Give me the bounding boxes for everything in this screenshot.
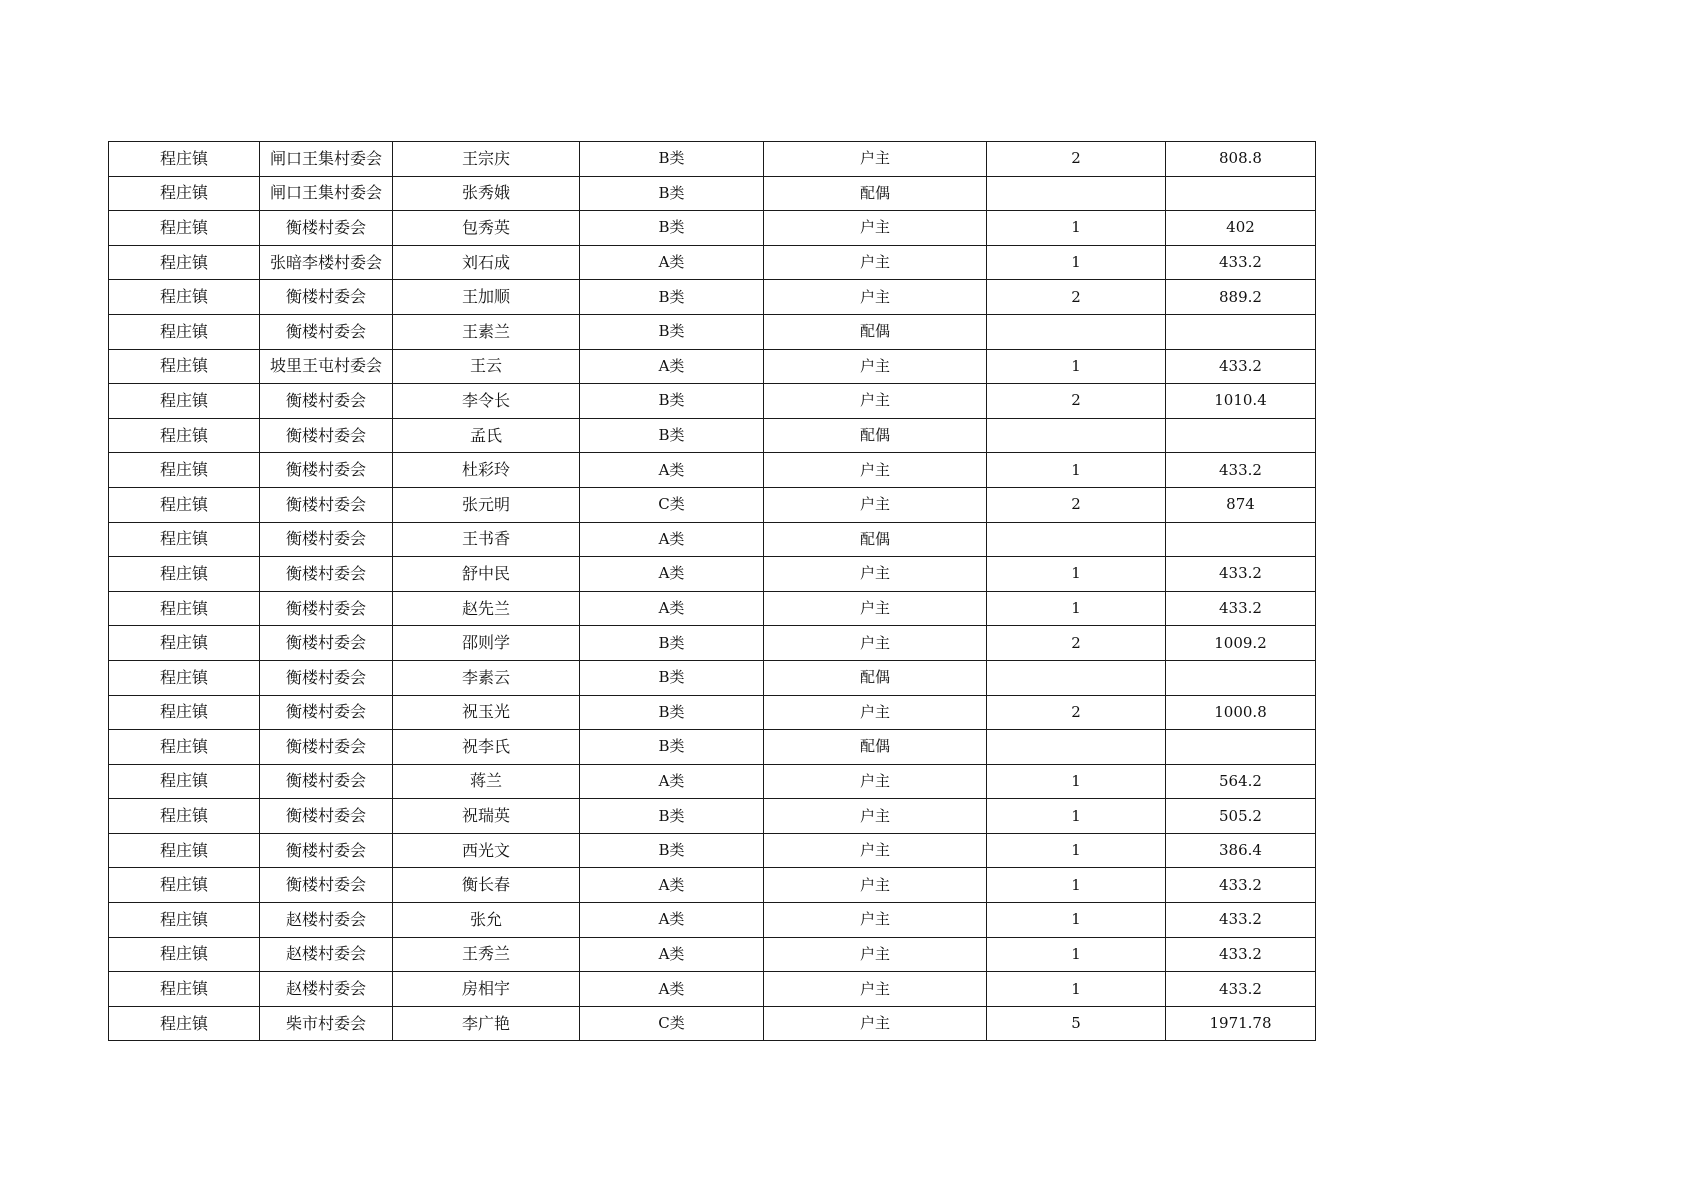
household-count-cell: 2: [987, 384, 1166, 419]
name-cell: 张元明: [393, 487, 580, 522]
name-cell: 张秀娥: [393, 176, 580, 211]
table-row: [109, 280, 1316, 315]
amount-cell: 808.8: [1166, 142, 1316, 177]
name-cell: 孟氏: [393, 418, 580, 453]
category-cell: C类: [580, 487, 764, 522]
village-committee-cell: 衡楼村委会: [260, 487, 393, 522]
town-cell: 程庄镇: [109, 799, 260, 834]
village-committee-cell: 衡楼村委会: [260, 730, 393, 765]
town-cell: 程庄镇: [109, 868, 260, 903]
household-count-cell: [987, 730, 1166, 765]
table-row: [109, 833, 1316, 868]
name-cell: 祝瑞英: [393, 799, 580, 834]
category-cell: A类: [580, 245, 764, 280]
town-cell: 程庄镇: [109, 764, 260, 799]
town-cell: 程庄镇: [109, 660, 260, 695]
village-committee-cell: 赵楼村委会: [260, 903, 393, 938]
relation-cell: 户主: [764, 833, 987, 868]
household-count-cell: 1: [987, 833, 1166, 868]
name-cell: 王云: [393, 349, 580, 384]
village-committee-cell: 衡楼村委会: [260, 695, 393, 730]
amount-cell: 1009.2: [1166, 626, 1316, 661]
household-count-cell: [987, 660, 1166, 695]
amount-cell: 889.2: [1166, 280, 1316, 315]
village-committee-cell: 衡楼村委会: [260, 384, 393, 419]
amount-cell: 402: [1166, 211, 1316, 246]
table-row: [109, 695, 1316, 730]
household-count-cell: 1: [987, 903, 1166, 938]
category-cell: B类: [580, 176, 764, 211]
village-committee-cell: 衡楼村委会: [260, 557, 393, 592]
amount-cell: 433.2: [1166, 245, 1316, 280]
name-cell: 王宗庆: [393, 142, 580, 177]
category-cell: B类: [580, 314, 764, 349]
category-cell: B类: [580, 695, 764, 730]
table-row: [109, 903, 1316, 938]
relation-cell: 户主: [764, 626, 987, 661]
category-cell: B类: [580, 384, 764, 419]
village-committee-cell: 赵楼村委会: [260, 937, 393, 972]
town-cell: 程庄镇: [109, 522, 260, 557]
category-cell: A类: [580, 591, 764, 626]
town-cell: 程庄镇: [109, 591, 260, 626]
name-cell: 李素云: [393, 660, 580, 695]
table-row: [109, 764, 1316, 799]
category-cell: A类: [580, 453, 764, 488]
name-cell: 祝玉光: [393, 695, 580, 730]
village-committee-cell: 衡楼村委会: [260, 453, 393, 488]
table-row: [109, 591, 1316, 626]
relation-cell: 户主: [764, 972, 987, 1007]
table-row: [109, 660, 1316, 695]
town-cell: 程庄镇: [109, 245, 260, 280]
table-row: [109, 211, 1316, 246]
name-cell: 王加顺: [393, 280, 580, 315]
relation-cell: 配偶: [764, 176, 987, 211]
relation-cell: 配偶: [764, 418, 987, 453]
name-cell: 王书香: [393, 522, 580, 557]
table-row: [109, 626, 1316, 661]
household-count-cell: 1: [987, 453, 1166, 488]
village-committee-cell: 闸口王集村委会: [260, 142, 393, 177]
relation-cell: 户主: [764, 280, 987, 315]
household-count-cell: [987, 418, 1166, 453]
category-cell: A类: [580, 937, 764, 972]
name-cell: 赵先兰: [393, 591, 580, 626]
amount-cell: 433.2: [1166, 349, 1316, 384]
table-row: [109, 418, 1316, 453]
name-cell: 王秀兰: [393, 937, 580, 972]
category-cell: B类: [580, 211, 764, 246]
name-cell: 舒中民: [393, 557, 580, 592]
amount-cell: 1010.4: [1166, 384, 1316, 419]
household-count-cell: 1: [987, 972, 1166, 1007]
household-count-cell: 2: [987, 626, 1166, 661]
category-cell: A类: [580, 522, 764, 557]
town-cell: 程庄镇: [109, 142, 260, 177]
name-cell: 王素兰: [393, 314, 580, 349]
household-count-cell: 1: [987, 211, 1166, 246]
town-cell: 程庄镇: [109, 557, 260, 592]
name-cell: 李广艳: [393, 1006, 580, 1041]
amount-cell: [1166, 730, 1316, 765]
category-cell: A类: [580, 972, 764, 1007]
table-row: [109, 937, 1316, 972]
household-count-cell: 1: [987, 557, 1166, 592]
household-count-cell: [987, 314, 1166, 349]
category-cell: C类: [580, 1006, 764, 1041]
amount-cell: 433.2: [1166, 972, 1316, 1007]
table-row: [109, 557, 1316, 592]
town-cell: 程庄镇: [109, 1006, 260, 1041]
town-cell: 程庄镇: [109, 833, 260, 868]
village-committee-cell: 衡楼村委会: [260, 591, 393, 626]
table-row: [109, 522, 1316, 557]
household-count-cell: 2: [987, 280, 1166, 315]
table-row: [109, 1006, 1316, 1041]
amount-cell: 874: [1166, 487, 1316, 522]
relation-cell: 户主: [764, 868, 987, 903]
village-committee-cell: 衡楼村委会: [260, 660, 393, 695]
household-count-cell: 1: [987, 764, 1166, 799]
town-cell: 程庄镇: [109, 211, 260, 246]
relation-cell: 户主: [764, 764, 987, 799]
household-count-cell: 2: [987, 142, 1166, 177]
table-row: [109, 972, 1316, 1007]
village-committee-cell: 衡楼村委会: [260, 522, 393, 557]
relation-cell: 户主: [764, 453, 987, 488]
category-cell: B类: [580, 142, 764, 177]
relation-cell: 户主: [764, 1006, 987, 1041]
household-count-cell: 1: [987, 799, 1166, 834]
table-row: [109, 384, 1316, 419]
village-committee-cell: 衡楼村委会: [260, 211, 393, 246]
name-cell: 张允: [393, 903, 580, 938]
town-cell: 程庄镇: [109, 176, 260, 211]
relation-cell: 户主: [764, 591, 987, 626]
amount-cell: [1166, 314, 1316, 349]
category-cell: B类: [580, 280, 764, 315]
town-cell: 程庄镇: [109, 384, 260, 419]
table-row: [109, 453, 1316, 488]
category-cell: A类: [580, 557, 764, 592]
town-cell: 程庄镇: [109, 453, 260, 488]
village-committee-cell: 衡楼村委会: [260, 764, 393, 799]
category-cell: B类: [580, 660, 764, 695]
village-committee-cell: 衡楼村委会: [260, 868, 393, 903]
category-cell: B类: [580, 626, 764, 661]
town-cell: 程庄镇: [109, 418, 260, 453]
table-row: [109, 314, 1316, 349]
amount-cell: 1971.78: [1166, 1006, 1316, 1041]
relation-cell: 配偶: [764, 314, 987, 349]
relation-cell: 配偶: [764, 660, 987, 695]
table-row: [109, 799, 1316, 834]
town-cell: 程庄镇: [109, 937, 260, 972]
relation-cell: 户主: [764, 142, 987, 177]
amount-cell: [1166, 522, 1316, 557]
name-cell: 包秀英: [393, 211, 580, 246]
name-cell: 西光文: [393, 833, 580, 868]
relation-cell: 户主: [764, 937, 987, 972]
village-committee-cell: 赵楼村委会: [260, 972, 393, 1007]
amount-cell: 433.2: [1166, 453, 1316, 488]
name-cell: 刘石成: [393, 245, 580, 280]
household-count-cell: 1: [987, 349, 1166, 384]
relation-cell: 户主: [764, 903, 987, 938]
amount-cell: 505.2: [1166, 799, 1316, 834]
table-row: [109, 142, 1316, 177]
category-cell: B类: [580, 418, 764, 453]
name-cell: 祝李氏: [393, 730, 580, 765]
household-count-cell: [987, 522, 1166, 557]
relation-cell: 户主: [764, 557, 987, 592]
table-row: [109, 245, 1316, 280]
household-count-cell: 2: [987, 487, 1166, 522]
amount-cell: 433.2: [1166, 937, 1316, 972]
table-row: [109, 868, 1316, 903]
village-committee-cell: 张暗李楼村委会: [260, 245, 393, 280]
category-cell: B类: [580, 833, 764, 868]
table-body: [109, 142, 1316, 1041]
household-count-cell: 1: [987, 245, 1166, 280]
table-row: [109, 176, 1316, 211]
relation-cell: 户主: [764, 695, 987, 730]
relation-cell: 户主: [764, 487, 987, 522]
village-committee-cell: 衡楼村委会: [260, 833, 393, 868]
village-committee-cell: 闸口王集村委会: [260, 176, 393, 211]
village-committee-cell: 衡楼村委会: [260, 280, 393, 315]
relation-cell: 户主: [764, 245, 987, 280]
amount-cell: 433.2: [1166, 591, 1316, 626]
amount-cell: 433.2: [1166, 557, 1316, 592]
amount-cell: 433.2: [1166, 903, 1316, 938]
amount-cell: [1166, 176, 1316, 211]
village-committee-cell: 衡楼村委会: [260, 799, 393, 834]
town-cell: 程庄镇: [109, 487, 260, 522]
category-cell: B类: [580, 730, 764, 765]
name-cell: 蒋兰: [393, 764, 580, 799]
household-count-cell: 1: [987, 591, 1166, 626]
category-cell: A类: [580, 903, 764, 938]
village-committee-cell: 柴市村委会: [260, 1006, 393, 1041]
village-committee-cell: 坡里王屯村委会: [260, 349, 393, 384]
amount-cell: 433.2: [1166, 868, 1316, 903]
relation-cell: 户主: [764, 799, 987, 834]
data-table: [108, 141, 1316, 1041]
village-committee-cell: 衡楼村委会: [260, 418, 393, 453]
relation-cell: 配偶: [764, 522, 987, 557]
category-cell: A类: [580, 764, 764, 799]
name-cell: 房相宇: [393, 972, 580, 1007]
table-row: [109, 487, 1316, 522]
table-row: [109, 730, 1316, 765]
town-cell: 程庄镇: [109, 972, 260, 1007]
town-cell: 程庄镇: [109, 349, 260, 384]
town-cell: 程庄镇: [109, 695, 260, 730]
household-count-cell: 1: [987, 937, 1166, 972]
table-row: [109, 349, 1316, 384]
relation-cell: 户主: [764, 384, 987, 419]
category-cell: B类: [580, 799, 764, 834]
relation-cell: 户主: [764, 211, 987, 246]
household-count-cell: 1: [987, 868, 1166, 903]
name-cell: 杜彩玲: [393, 453, 580, 488]
household-count-cell: [987, 176, 1166, 211]
category-cell: A类: [580, 349, 764, 384]
amount-cell: 564.2: [1166, 764, 1316, 799]
town-cell: 程庄镇: [109, 280, 260, 315]
household-count-cell: 2: [987, 695, 1166, 730]
name-cell: 衡长春: [393, 868, 580, 903]
household-count-cell: 5: [987, 1006, 1166, 1041]
town-cell: 程庄镇: [109, 626, 260, 661]
village-committee-cell: 衡楼村委会: [260, 314, 393, 349]
relation-cell: 户主: [764, 349, 987, 384]
amount-cell: 386.4: [1166, 833, 1316, 868]
category-cell: A类: [580, 868, 764, 903]
name-cell: 李令长: [393, 384, 580, 419]
amount-cell: [1166, 660, 1316, 695]
town-cell: 程庄镇: [109, 314, 260, 349]
amount-cell: 1000.8: [1166, 695, 1316, 730]
village-committee-cell: 衡楼村委会: [260, 626, 393, 661]
amount-cell: [1166, 418, 1316, 453]
name-cell: 邵则学: [393, 626, 580, 661]
relation-cell: 配偶: [764, 730, 987, 765]
town-cell: 程庄镇: [109, 903, 260, 938]
town-cell: 程庄镇: [109, 730, 260, 765]
